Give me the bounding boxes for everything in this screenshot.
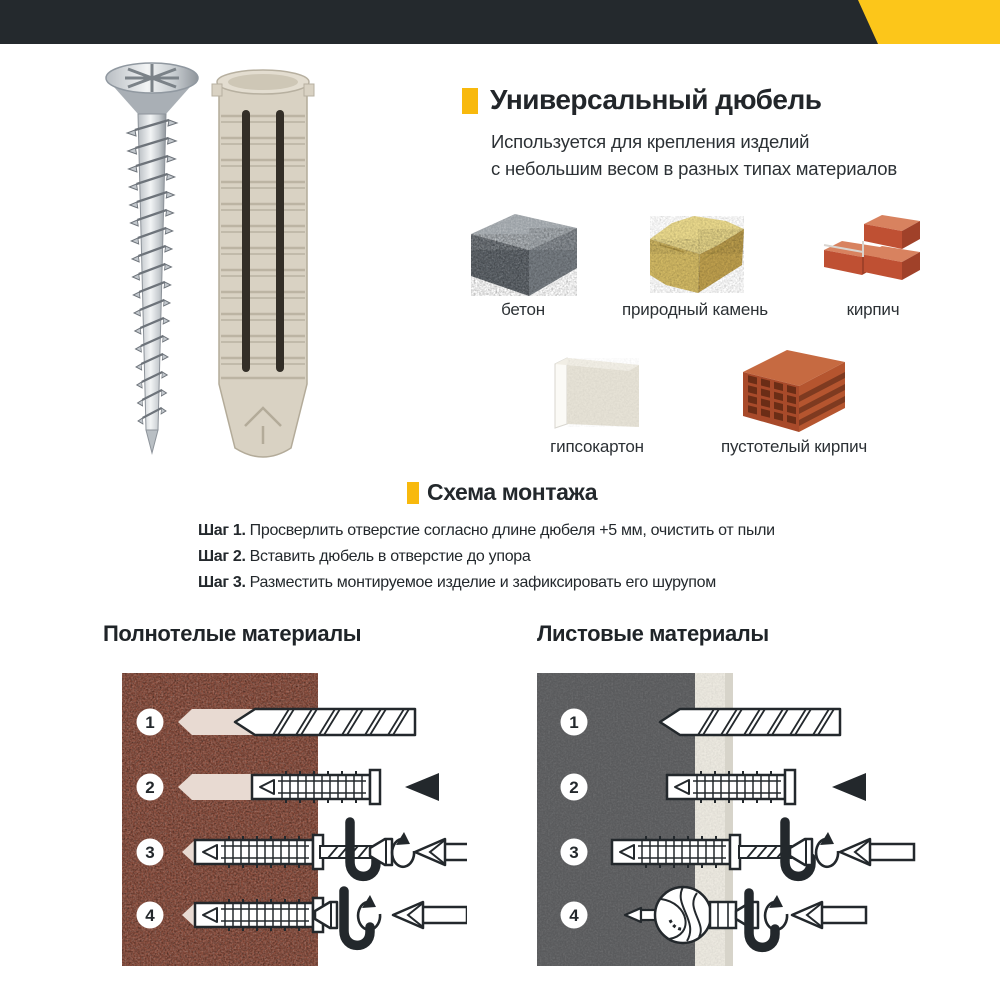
material-label: кирпич — [846, 300, 900, 319]
brick-bottom-right — [864, 246, 920, 280]
description-line: Используется для крепления изделий — [491, 131, 810, 152]
sheet-materials-diagram — [537, 673, 917, 968]
product-photo — [95, 52, 325, 462]
svg-text:2: 2 — [145, 778, 155, 797]
dowel-icon — [195, 898, 323, 932]
svg-text:1: 1 — [569, 713, 579, 732]
svg-text:1: 1 — [145, 713, 155, 732]
montage-steps — [198, 518, 775, 596]
svg-text:3: 3 — [569, 843, 579, 862]
hammer-direction-arrow — [832, 773, 866, 801]
solid-materials-diagram — [122, 673, 467, 968]
screwdriver-icon — [840, 839, 914, 865]
sheet-materials-heading: Листовые материалы — [537, 621, 769, 646]
step-text: Вставить дюбель в отверстие до упора — [249, 548, 531, 565]
svg-text:4: 4 — [569, 906, 579, 925]
step-number-badge — [561, 774, 588, 801]
dowel-icon — [612, 835, 740, 869]
brick-top — [864, 215, 920, 249]
yellow-marker — [407, 482, 419, 504]
dowel-icon — [195, 835, 323, 869]
step-number-badge — [561, 902, 588, 929]
montage-step — [198, 544, 775, 570]
svg-text:3: 3 — [145, 843, 155, 862]
concrete-block-icon — [465, 206, 583, 298]
yellow-corner-accent — [858, 0, 1000, 44]
product-description — [491, 128, 897, 182]
material-label: пустотелый кирпич — [720, 437, 868, 456]
montage-step — [198, 570, 775, 596]
hollow-brick-icon — [735, 344, 851, 438]
svg-text:2: 2 — [569, 778, 579, 797]
svg-text:4: 4 — [145, 906, 155, 925]
step-label: Шаг 2. — [198, 548, 246, 565]
montage-heading: Схема монтажа — [427, 479, 598, 505]
step-number-badge — [137, 839, 164, 866]
dowel-slot — [276, 110, 284, 372]
rotate-arrow-icon — [816, 832, 838, 867]
hook-icon — [749, 893, 775, 947]
step-label: Шаг 1. — [198, 522, 246, 539]
dowel-slot — [242, 110, 250, 372]
material-label: гипсокартон — [550, 437, 644, 456]
montage-step — [198, 518, 775, 544]
brick-icon — [820, 208, 926, 296]
drill-bit-icon — [660, 709, 840, 735]
page-title: Универсальный дюбель — [490, 84, 822, 115]
step-number-badge — [561, 839, 588, 866]
step-number-badge — [137, 709, 164, 736]
drywall-icon — [549, 348, 645, 438]
rotate-arrow-icon — [392, 832, 414, 867]
drill-bit-icon — [235, 709, 415, 735]
dowel-icon — [252, 770, 380, 804]
step-number-badge — [561, 709, 588, 736]
screwdriver-icon — [792, 902, 866, 928]
step-text: Просверлить отверстие согласно длине дюбеля +5 мм, очистить от пыли — [249, 522, 775, 539]
dowel-icon — [667, 770, 795, 804]
screw-photo — [106, 63, 198, 453]
dowel-photo — [212, 70, 314, 457]
material-label: бетон — [501, 300, 545, 319]
solid-materials-heading: Полнотелые материалы — [103, 621, 362, 646]
step-number-badge — [137, 902, 164, 929]
screw-head — [790, 839, 812, 865]
material-label: природный камень — [622, 300, 768, 319]
top-bar — [0, 0, 1000, 44]
step-text: Разместить монтируемое изделие и зафиксировать его шурупом — [249, 574, 716, 591]
yellow-marker — [462, 88, 478, 114]
step-number-badge — [137, 774, 164, 801]
step-label: Шаг 3. — [198, 574, 246, 591]
screwdriver-icon — [393, 902, 467, 928]
description-line: с небольшим весом в разных типах материалов — [491, 158, 897, 179]
hammer-direction-arrow — [405, 773, 439, 801]
screwdriver-icon — [415, 839, 467, 865]
natural-stone-icon — [640, 207, 750, 297]
